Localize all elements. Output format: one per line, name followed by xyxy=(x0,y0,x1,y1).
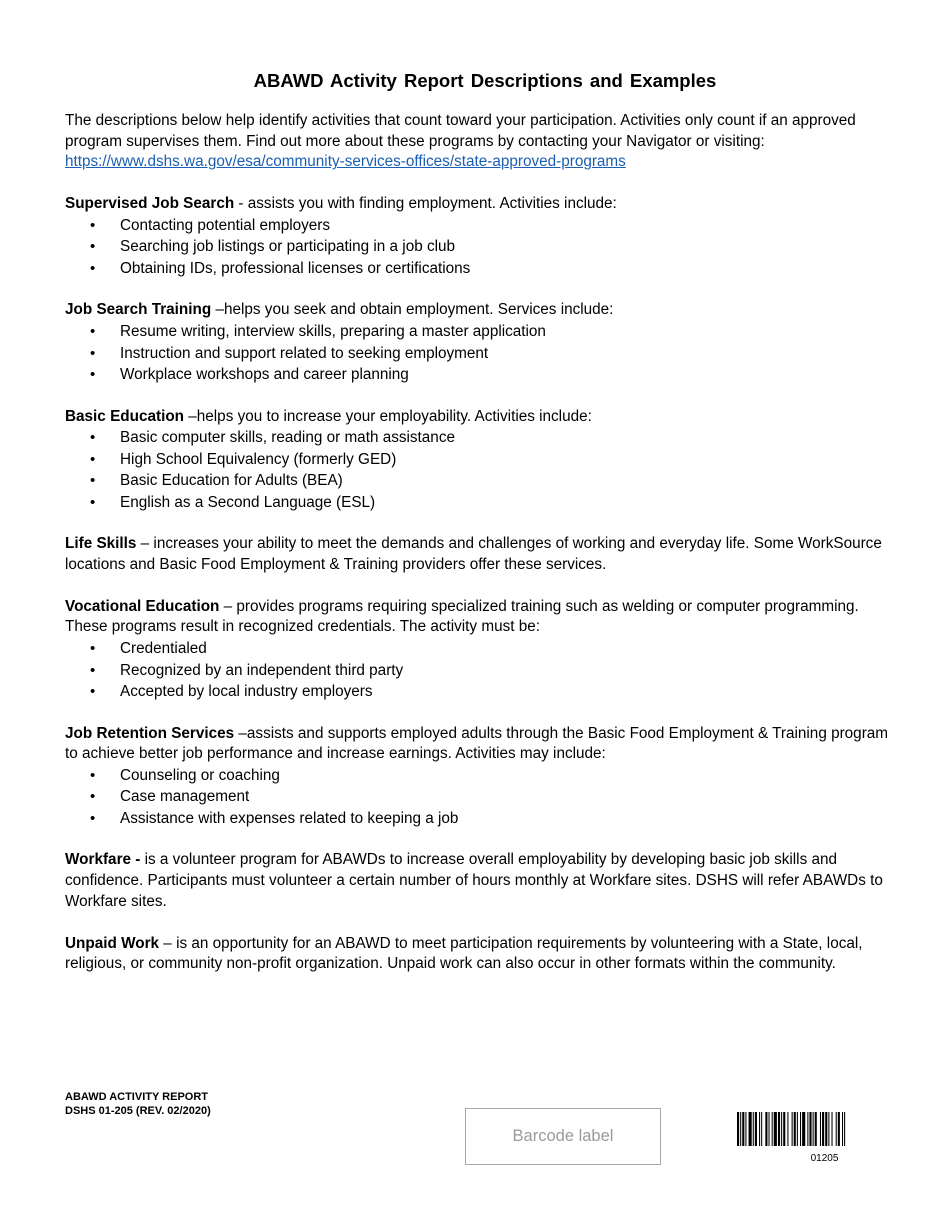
section-3 xyxy=(65,534,895,575)
list-item: • English as a Second Language (ESL) xyxy=(65,492,895,514)
barcode-bar xyxy=(842,1112,843,1146)
list-item: • Instruction and support related to seeking employment xyxy=(65,343,895,365)
section-description xyxy=(65,534,895,575)
section-text: – provides programs requiring specialized training such as welding or computer programming. These programs result in recognized credentials. The activity must be: xyxy=(65,597,859,636)
barcode xyxy=(737,1112,912,1164)
barcode-bar xyxy=(813,1112,814,1146)
barcode-bar xyxy=(755,1112,757,1146)
section-5 xyxy=(65,724,895,830)
section-heading: Workfare - xyxy=(65,851,141,869)
list-item: • Accepted by local industry employers xyxy=(65,681,895,703)
barcode-bar xyxy=(787,1112,788,1146)
barcode-number: 01205 xyxy=(810,1153,839,1164)
barcode-bar xyxy=(765,1112,767,1146)
document-page xyxy=(65,70,895,996)
barcode-bar xyxy=(737,1112,739,1146)
barcode-label-box xyxy=(465,1108,661,1165)
barcode-bar xyxy=(802,1112,805,1146)
barcode-bar xyxy=(820,1112,821,1146)
section-text: –helps you to increase your employability. Activities include: xyxy=(184,407,592,425)
bullet-list xyxy=(65,215,895,280)
barcode-bar xyxy=(792,1112,793,1146)
section-description xyxy=(65,934,895,975)
activity-sections xyxy=(65,194,895,975)
form-number: DSHS 01-205 (REV. 02/2020) xyxy=(65,1105,211,1117)
barcode-bar xyxy=(740,1112,741,1146)
section-text: –helps you seek and obtain employment. Services include: xyxy=(211,301,614,319)
barcode-bar xyxy=(742,1112,744,1146)
list-item: • Basic computer skills, reading or math assistance xyxy=(65,427,895,449)
section-text: is a volunteer program for ABAWDs to increase overall employability by developing basic job skills and confidence. Participants must volunteer a certain number of hours monthly at Workfare sites. DSHS will refer ABAWDs to Workfare sites. xyxy=(65,851,883,910)
list-item: • Contacting potential employers xyxy=(65,215,895,237)
list-item: • Obtaining IDs, professional licenses or certifications xyxy=(65,258,895,280)
barcode-bar xyxy=(759,1112,760,1146)
barcode-bar xyxy=(800,1112,801,1146)
list-item: • Searching job listings or participating in a job club xyxy=(65,236,895,258)
bullet-list xyxy=(65,427,895,513)
bullet-list xyxy=(65,765,895,830)
form-footer xyxy=(65,1090,211,1118)
bullet-list xyxy=(65,321,895,386)
section-2 xyxy=(65,407,895,514)
section-7 xyxy=(65,934,895,975)
list-item: • Resume writing, interview skills, preparing a master application xyxy=(65,321,895,343)
section-heading: Job Retention Services xyxy=(65,724,235,742)
list-item: • Basic Education for Adults (BEA) xyxy=(65,470,895,492)
section-6 xyxy=(65,850,895,912)
barcode-bar xyxy=(844,1112,845,1146)
barcode-bar xyxy=(783,1112,785,1146)
barcode-bar xyxy=(828,1112,829,1146)
barcode-bar xyxy=(761,1112,762,1146)
bullet-list xyxy=(65,638,895,703)
barcode-bar xyxy=(836,1112,837,1146)
form-name: ABAWD ACTIVITY REPORT xyxy=(65,1091,209,1103)
barcode-bar xyxy=(822,1112,824,1146)
list-item: • Counseling or coaching xyxy=(65,765,895,787)
barcode-bar xyxy=(745,1112,746,1146)
intro-paragraph xyxy=(65,111,895,173)
list-item: • Assistance with expenses related to keeping a job xyxy=(65,808,895,830)
section-heading: Life Skills xyxy=(65,535,137,553)
barcode-bar xyxy=(772,1112,773,1146)
page-title: ABAWD Activity Report Descriptions and Examples xyxy=(253,70,717,91)
barcode-bar xyxy=(815,1112,817,1146)
section-description xyxy=(65,194,895,215)
section-description xyxy=(65,597,895,638)
section-heading: Supervised Job Search xyxy=(65,195,235,213)
section-1 xyxy=(65,300,895,385)
barcode-bar xyxy=(807,1112,808,1146)
list-item: • Workplace workshops and career planning xyxy=(65,364,895,386)
section-heading: Job Search Training xyxy=(65,301,212,319)
barcode-bar xyxy=(749,1112,752,1146)
barcode-image xyxy=(737,1112,912,1146)
barcode-bar xyxy=(797,1112,798,1146)
section-description xyxy=(65,407,895,428)
section-heading: Unpaid Work xyxy=(65,934,160,952)
section-4 xyxy=(65,597,895,703)
barcode-bar xyxy=(794,1112,796,1146)
barcode-bar xyxy=(832,1112,833,1146)
barcode-bar xyxy=(838,1112,840,1146)
barcode-bar xyxy=(809,1112,811,1146)
list-item: • High School Equivalency (formerly GED) xyxy=(65,449,895,471)
section-description xyxy=(65,300,895,321)
barcode-bar xyxy=(781,1112,782,1146)
section-heading: Basic Education xyxy=(65,407,185,425)
list-item: • Recognized by an independent third party xyxy=(65,660,895,682)
section-heading: Vocational Education xyxy=(65,597,220,615)
section-description xyxy=(65,724,895,765)
barcode-bar xyxy=(753,1112,754,1146)
barcode-bar xyxy=(778,1112,780,1146)
section-text: - assists you with finding employment. Activities include: xyxy=(234,195,617,213)
barcode-bar xyxy=(769,1112,770,1146)
section-text: – increases your ability to meet the demands and challenges of working and everyday life. Some WorkSource locations and Basic Food Employment & Training providers offer these services. xyxy=(65,535,882,573)
list-item: • Credentialed xyxy=(65,638,895,660)
section-text: –assists and supports employed adults through the Basic Food Employment & Training program to achieve better job performance and increase earnings. Activities may include: xyxy=(65,724,889,763)
barcode-label-text: Barcode label xyxy=(512,1127,614,1145)
section-text: – is an opportunity for an ABAWD to meet participation requirements by volunteering with a State, local, religious, or community non-profit organization. Unpaid work can also occur in other formats within the community. xyxy=(65,934,863,973)
barcode-bar xyxy=(774,1112,777,1146)
section-0 xyxy=(65,194,895,279)
section-description xyxy=(65,850,895,912)
list-item: • Case management xyxy=(65,786,895,808)
programs-link[interactable]: https://www.dshs.wa.gov/esa/community-services-offices/state-approved-programs xyxy=(65,153,626,171)
barcode-bar xyxy=(825,1112,827,1146)
intro-text: The descriptions below help identify activities that count toward your participation. Activities only count if an approved program supervises them. Find out more about these programs by contacting your Navigator or visiting: xyxy=(65,112,856,150)
